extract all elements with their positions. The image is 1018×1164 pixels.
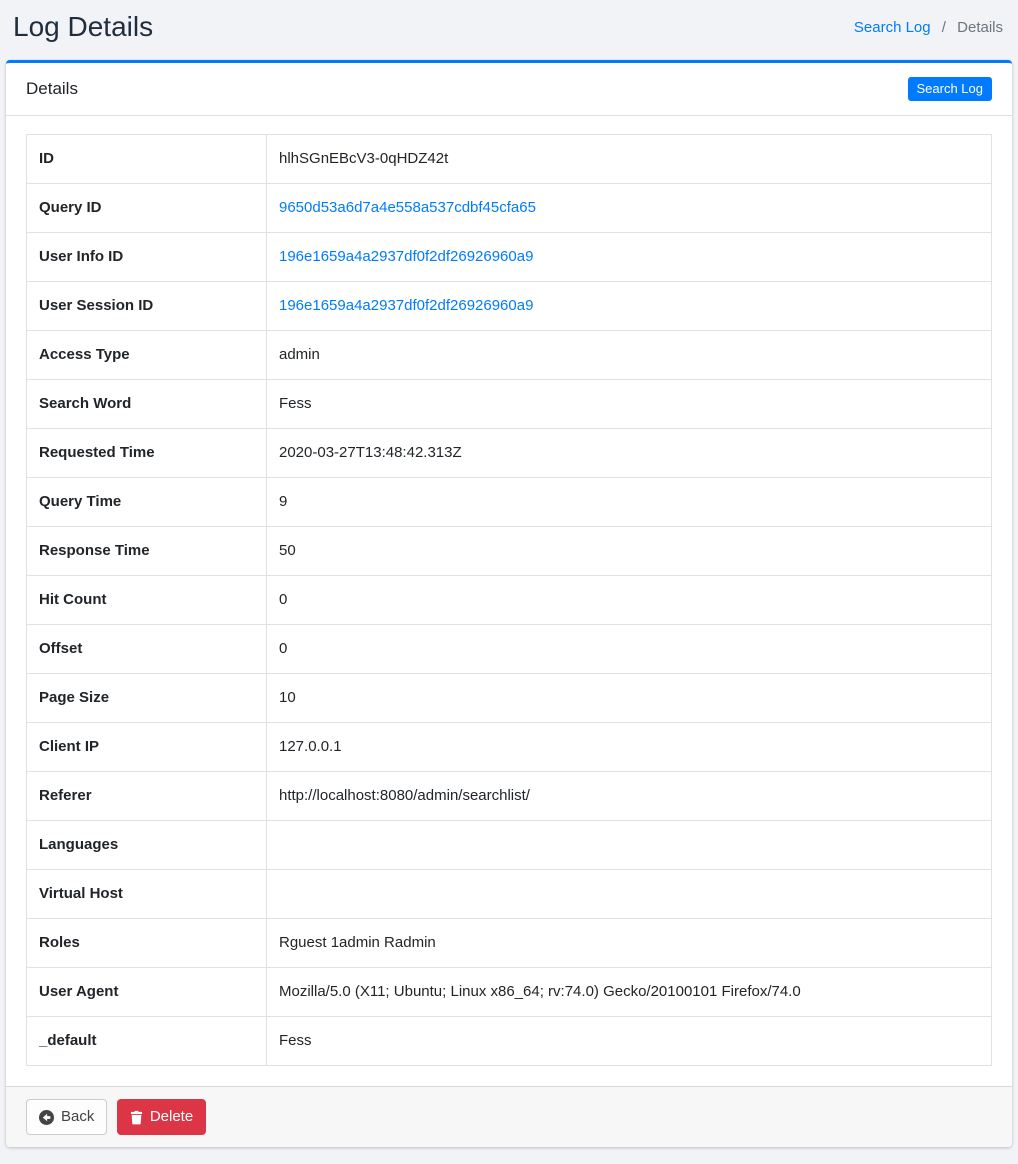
row-value: hlhSGnEBcV3-0qHDZ42t — [267, 135, 992, 184]
table-row — [27, 821, 992, 870]
arrow-circle-left-icon — [39, 1110, 54, 1125]
search-log-button[interactable]: Search Log — [908, 77, 993, 101]
row-label: Virtual Host — [27, 870, 267, 919]
row-value: 9 — [267, 478, 992, 527]
table-row — [27, 478, 992, 527]
table-row — [27, 870, 992, 919]
back-button[interactable] — [26, 1099, 107, 1135]
row-label: Access Type — [27, 331, 267, 380]
table-row — [27, 576, 992, 625]
row-value-link[interactable]: 196e1659a4a2937df0f2df26926960a9 — [279, 297, 534, 315]
row-value: Rguest 1admin Radmin — [267, 919, 992, 968]
breadcrumb — [854, 19, 1003, 36]
breadcrumb-separator: / — [941, 18, 946, 36]
row-value: 0 — [267, 625, 992, 674]
table-row — [27, 625, 992, 674]
row-value: Fess — [267, 380, 992, 429]
row-label: Hit Count — [27, 576, 267, 625]
table-row — [27, 723, 992, 772]
table-row — [27, 968, 992, 1017]
page-header — [0, 0, 1018, 52]
row-label: Search Word — [27, 380, 267, 429]
row-label: Languages — [27, 821, 267, 870]
table-row — [27, 772, 992, 821]
back-button-label: Back — [61, 1108, 95, 1126]
row-label: Requested Time — [27, 429, 267, 478]
row-label: Query Time — [27, 478, 267, 527]
row-value: admin — [267, 331, 992, 380]
trash-icon — [130, 1110, 143, 1125]
table-row — [27, 527, 992, 576]
row-value — [267, 870, 992, 919]
row-label: Roles — [27, 919, 267, 968]
table-row — [27, 282, 992, 331]
row-label: Response Time — [27, 527, 267, 576]
row-label: Referer — [27, 772, 267, 821]
row-value — [267, 821, 992, 870]
breadcrumb-link-search-log[interactable]: Search Log — [853, 18, 931, 36]
table-row — [27, 380, 992, 429]
row-label: User Info ID — [27, 233, 267, 282]
row-value: 2020-03-27T13:48:42.313Z — [267, 429, 992, 478]
row-value: 127.0.0.1 — [267, 723, 992, 772]
breadcrumb-item-details: Details — [957, 18, 1003, 36]
row-value — [267, 184, 992, 233]
table-row — [27, 233, 992, 282]
row-label: Query ID — [27, 184, 267, 233]
card-footer — [6, 1086, 1012, 1147]
row-value: 0 — [267, 576, 992, 625]
row-value — [267, 282, 992, 331]
card-header — [6, 63, 1012, 116]
row-label: User Session ID — [27, 282, 267, 331]
details-table — [26, 134, 992, 1066]
page-title: Log Details — [13, 11, 154, 42]
row-value — [267, 233, 992, 282]
details-table-body — [27, 135, 992, 1066]
row-label: ID — [27, 135, 267, 184]
table-row — [27, 1017, 992, 1066]
table-row — [27, 919, 992, 968]
row-label: Offset — [27, 625, 267, 674]
row-value: Fess — [267, 1017, 992, 1066]
row-value: 50 — [267, 527, 992, 576]
row-value: Mozilla/5.0 (X11; Ubuntu; Linux x86_64; rv:74.0) Gecko/20100101 Firefox/74.0 — [267, 968, 992, 1017]
table-row — [27, 674, 992, 723]
row-value: 10 — [267, 674, 992, 723]
row-value: http://localhost:8080/admin/searchlist/ — [267, 772, 992, 821]
row-label: Page Size — [27, 674, 267, 723]
row-label: Client IP — [27, 723, 267, 772]
row-value-link[interactable]: 196e1659a4a2937df0f2df26926960a9 — [279, 248, 534, 266]
table-row — [27, 135, 992, 184]
card-body — [6, 116, 1012, 1086]
delete-button-label: Delete — [149, 1108, 194, 1126]
card-title: Details — [26, 79, 78, 99]
details-card — [6, 60, 1012, 1147]
table-row — [27, 429, 992, 478]
table-row — [27, 184, 992, 233]
table-row — [27, 331, 992, 380]
delete-button[interactable] — [117, 1099, 206, 1135]
row-label: _default — [27, 1017, 267, 1066]
row-value-link[interactable]: 9650d53a6d7a4e558a537cdbf45cfa65 — [279, 199, 536, 217]
row-label: User Agent — [27, 968, 267, 1017]
